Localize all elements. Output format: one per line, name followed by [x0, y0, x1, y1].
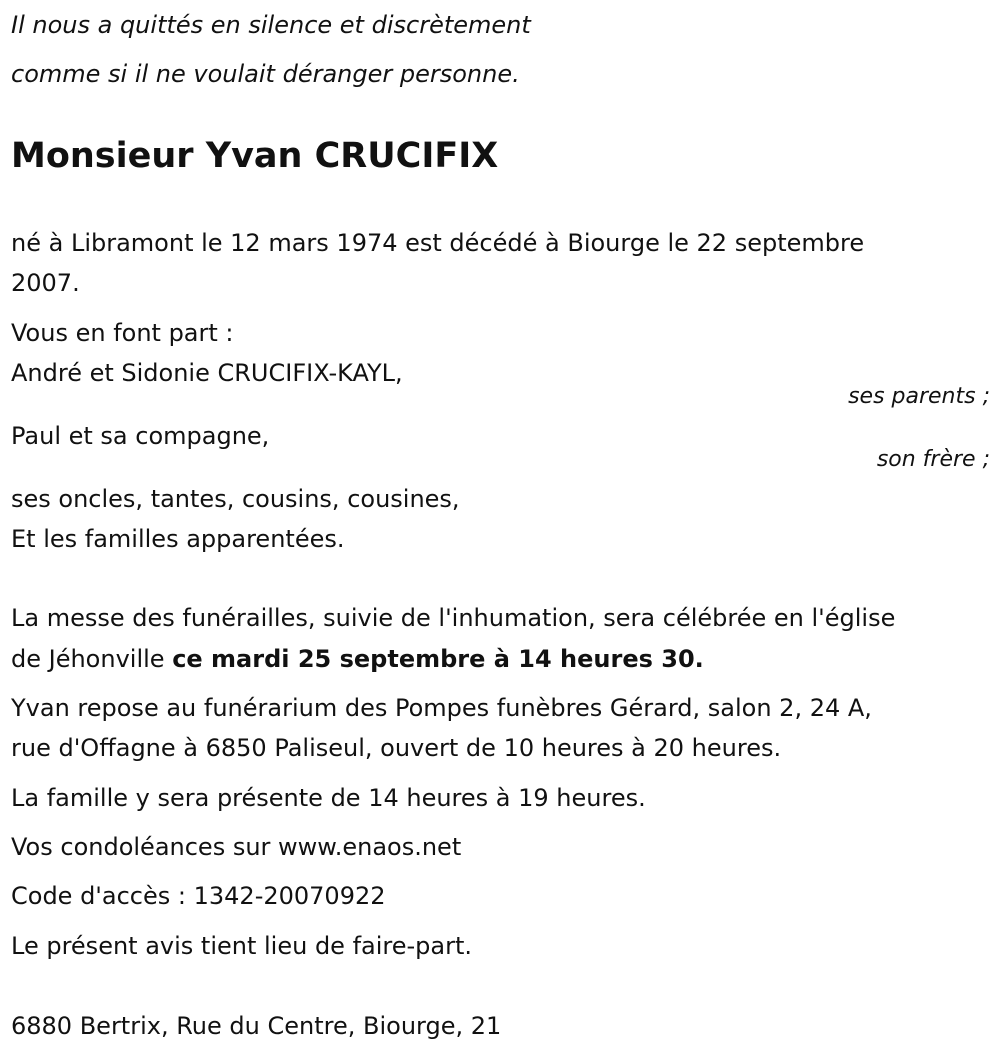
notice-line: Le présent avis tient lieu de faire-part. [11, 932, 473, 960]
epigraph-line-1: Il nous a quittés en silence et discrètement [11, 11, 531, 39]
mass-line-1: La messe des funérailles, suivie de l'inhumation, sera célébrée en l'église [11, 604, 896, 632]
address: 6880 Bertrix, Rue du Centre, Biourge, 21 [11, 1012, 502, 1040]
brother-names: Paul et sa compagne, [11, 422, 270, 450]
epigraph-line-2: comme si il ne voulait déranger personne. [11, 60, 520, 88]
brother-role: son frère ; [876, 447, 990, 472]
mass-date: ce mardi 25 septembre à 14 heures 30. [172, 645, 704, 673]
deceased-name: Monsieur Yvan CRUCIFIX [11, 136, 499, 176]
parents-role: ses parents ; [848, 384, 990, 409]
rest-line-1: Yvan repose au funérarium des Pompes funèbres Gérard, salon 2, 24 A, [11, 694, 872, 722]
mass-location: de Jéhonville [11, 645, 173, 673]
mass-line-2 [11, 644, 704, 674]
access-code: Code d'accès : 1342-20070922 [11, 882, 386, 910]
condolences-line: Vos condoléances sur www.enaos.net [11, 833, 462, 861]
birth-death-line-2: 2007. [11, 269, 80, 297]
families-line: Et les familles apparentées. [11, 525, 345, 553]
parents-names: André et Sidonie CRUCIFIX-KAYL, [11, 359, 403, 387]
relatives-line: ses oncles, tantes, cousins, cousines, [11, 485, 460, 513]
birth-death-line-1: né à Libramont le 12 mars 1974 est décédé à Biourge le 22 septembre [11, 229, 865, 257]
family-presence: La famille y sera présente de 14 heures à 19 heures. [11, 784, 646, 812]
announcers-intro: Vous en font part : [11, 319, 234, 347]
rest-line-2: rue d'Offagne à 6850 Paliseul, ouvert de 10 heures à 20 heures. [11, 734, 782, 762]
